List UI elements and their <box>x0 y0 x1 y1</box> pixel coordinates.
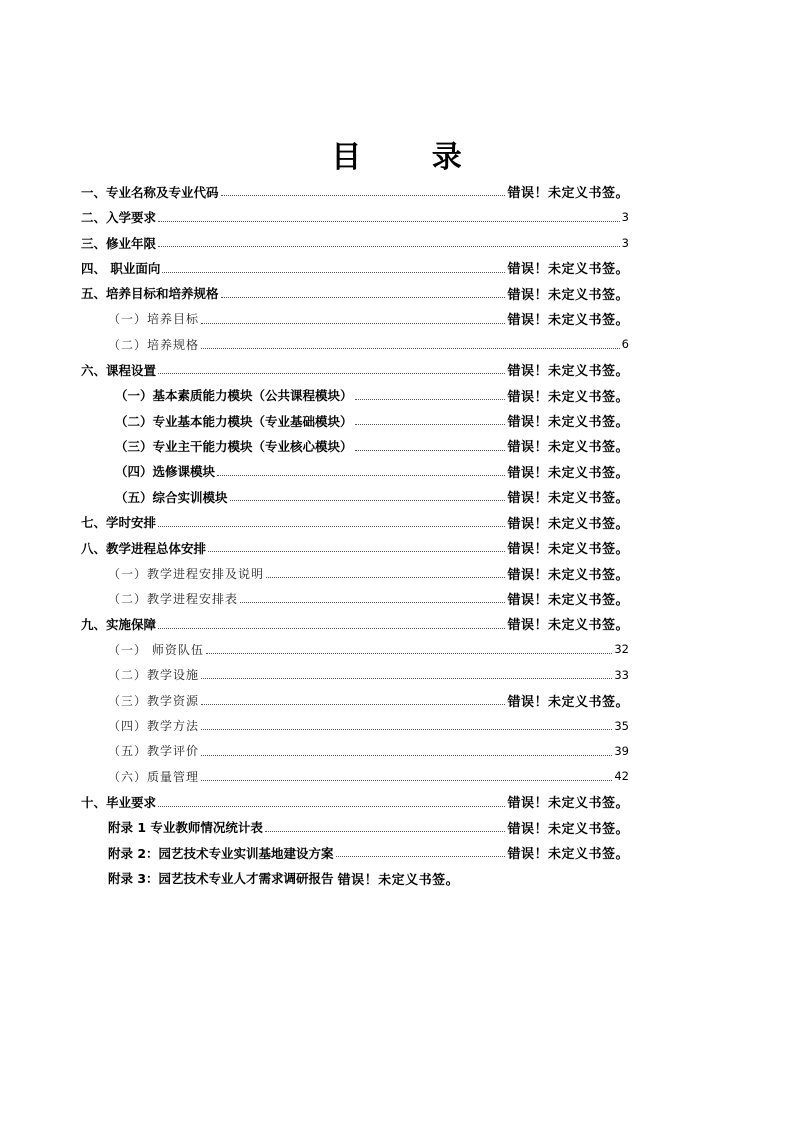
toc-entry-text[interactable]: （一）培养目标 <box>108 312 200 327</box>
toc-entry-text[interactable]: （五）教学评价 <box>108 744 200 759</box>
toc-entry-text[interactable]: 七、学时安排 <box>81 515 157 531</box>
toc-entry-text[interactable]: 九、实施保障 <box>81 616 157 632</box>
toc-entry[interactable] <box>0 687 793 712</box>
toc-entry[interactable] <box>0 611 793 636</box>
dot-leader <box>221 194 506 196</box>
toc-entry[interactable] <box>0 255 793 280</box>
dot-leader <box>355 449 506 451</box>
toc-entry[interactable] <box>0 433 793 458</box>
toc-page-ref[interactable]: 错误！未定义书签。 <box>507 313 629 329</box>
toc-page-ref[interactable]: 6 <box>621 337 629 352</box>
toc-page-ref[interactable]: 35 <box>614 718 629 733</box>
toc-entry[interactable] <box>0 586 793 611</box>
toc-entry[interactable] <box>0 662 793 687</box>
dot-leader <box>206 652 613 654</box>
toc-page-ref[interactable]: 错误！未定义书签。 <box>507 694 629 710</box>
toc-entry-text[interactable]: （五）综合实训模块 <box>115 489 228 505</box>
toc-entry[interactable] <box>0 281 793 306</box>
toc-title: 目 录 <box>331 140 492 175</box>
toc-page-ref[interactable]: 错误！未定义书签。 <box>337 872 460 888</box>
toc-entry[interactable] <box>0 204 793 229</box>
toc-page-ref[interactable]: 错误！未定义书签。 <box>507 847 629 863</box>
toc-entry[interactable] <box>0 230 793 255</box>
toc-entry-text[interactable]: （六）质量管理 <box>108 769 200 784</box>
toc-entry-text[interactable]: 附录 3：园艺技术专业人才需求调研报告 <box>108 871 334 887</box>
toc-entry[interactable] <box>0 789 793 814</box>
dot-leader <box>355 398 506 400</box>
dot-leader <box>158 627 505 629</box>
toc-entry[interactable] <box>0 408 793 433</box>
toc-entry[interactable] <box>0 382 793 407</box>
toc-entry[interactable] <box>0 332 793 357</box>
dot-leader <box>265 830 506 832</box>
toc-entry-text[interactable]: （一）基本素质能力模块（公共课程模块） <box>115 388 353 404</box>
toc-entry-text[interactable]: 二、入学要求 <box>81 210 157 226</box>
dot-leader <box>158 220 620 222</box>
toc-entry-text[interactable]: （一）教学进程安排及说明 <box>108 566 265 581</box>
dot-leader <box>208 550 505 552</box>
toc-entry[interactable] <box>0 560 793 585</box>
dot-leader <box>355 423 506 425</box>
toc-page-ref[interactable]: 错误！未定义书签。 <box>507 567 629 583</box>
toc-entry[interactable] <box>0 637 793 662</box>
toc-entry-text[interactable]: 四、 职业面向 <box>81 260 161 276</box>
toc-entry[interactable] <box>0 535 793 560</box>
toc-page-ref[interactable]: 3 <box>621 235 629 250</box>
toc-page-ref[interactable]: 错误！未定义书签。 <box>507 618 629 634</box>
toc-entry[interactable] <box>0 484 793 509</box>
dot-leader <box>158 805 505 807</box>
toc-entry-text[interactable]: 十、毕业要求 <box>81 794 157 810</box>
dot-leader <box>201 322 505 324</box>
dot-leader <box>266 576 505 578</box>
dot-leader <box>221 296 506 298</box>
dot-leader <box>230 499 506 501</box>
toc-entry-text[interactable]: （二）培养规格 <box>108 337 200 352</box>
toc-page-ref[interactable]: 错误！未定义书签。 <box>507 592 629 608</box>
toc-page-ref[interactable]: 42 <box>614 769 629 784</box>
toc-page-ref[interactable]: 32 <box>614 642 629 657</box>
dot-leader <box>201 754 612 756</box>
toc-entry[interactable] <box>0 179 793 204</box>
toc-entry-text[interactable]: 一、专业名称及专业代码 <box>81 184 219 200</box>
dot-leader <box>336 855 506 857</box>
toc-page-ref[interactable]: 错误！未定义书签。 <box>507 465 629 481</box>
toc-entry[interactable] <box>0 840 793 865</box>
toc-page-ref[interactable]: 错误！未定义书签。 <box>507 364 629 380</box>
toc-entry-text[interactable]: （一） 师资队伍 <box>108 642 204 657</box>
toc-entry-text[interactable]: 三、修业年限 <box>81 235 157 251</box>
toc-entry[interactable] <box>0 509 793 534</box>
toc-entry-text[interactable]: （三）教学资源 <box>108 693 200 708</box>
toc-entry-text[interactable]: 附录 1 专业教师情况统计表 <box>108 820 263 836</box>
toc-entry-text[interactable]: 八、教学进程总体安排 <box>81 540 207 556</box>
toc-entry-text[interactable]: 附录 2：园艺技术专业实训基地建设方案 <box>108 845 334 861</box>
dot-leader <box>158 245 620 247</box>
toc-page-ref[interactable]: 错误！未定义书签。 <box>507 287 629 303</box>
toc-page-ref[interactable]: 错误！未定义书签。 <box>507 821 629 837</box>
toc-entry[interactable] <box>0 815 793 840</box>
toc-entry[interactable] <box>0 306 793 331</box>
dot-leader <box>201 347 620 349</box>
toc-entry[interactable] <box>0 764 793 789</box>
toc-entry-text[interactable]: （二）教学进程安排表 <box>108 591 239 606</box>
toc-entry-text[interactable]: （二）教学设施 <box>108 668 200 683</box>
dot-leader <box>201 779 612 781</box>
toc-entry-text[interactable]: （二）专业基本能力模块（专业基础模块） <box>115 413 353 429</box>
dot-leader <box>158 372 505 374</box>
toc-entry[interactable] <box>0 713 793 738</box>
toc-page-ref[interactable]: 错误！未定义书签。 <box>507 262 629 278</box>
toc-page-ref[interactable]: 错误！未定义书签。 <box>507 516 629 532</box>
toc-entry[interactable] <box>0 738 793 763</box>
toc-entry[interactable] <box>0 357 793 382</box>
toc-page-ref[interactable]: 错误！未定义书签。 <box>507 186 629 202</box>
toc-list <box>0 179 793 891</box>
toc-page-ref[interactable]: 33 <box>614 667 629 682</box>
toc-page-ref[interactable]: 错误！未定义书签。 <box>507 440 629 456</box>
dot-leader <box>201 703 505 705</box>
toc-entry-text[interactable]: （四）选修课模块 <box>115 464 216 480</box>
toc-entry[interactable] <box>0 459 793 484</box>
dot-leader <box>201 677 612 679</box>
dot-leader <box>162 271 505 273</box>
dot-leader <box>240 601 505 603</box>
toc-page-ref[interactable]: 3 <box>621 210 629 225</box>
toc-entry-text[interactable]: （三）专业主干能力模块（专业核心模块） <box>115 438 353 454</box>
toc-entry-text[interactable]: 六、课程设置 <box>81 362 157 378</box>
toc-page-ref[interactable]: 错误！未定义书签。 <box>507 542 629 558</box>
toc-page-ref[interactable]: 错误！未定义书签。 <box>507 796 629 812</box>
dot-leader <box>158 525 505 527</box>
toc-page-ref[interactable]: 错误！未定义书签。 <box>507 389 629 405</box>
toc-page-ref[interactable]: 错误！未定义书签。 <box>507 415 629 430</box>
toc-page-ref[interactable]: 错误！未定义书签。 <box>507 491 629 507</box>
toc-page-ref[interactable]: 39 <box>614 743 629 758</box>
toc-entry[interactable] <box>0 865 793 890</box>
toc-entry-text[interactable]: （四）教学方法 <box>108 719 200 734</box>
dot-leader <box>217 474 505 476</box>
dot-leader <box>201 728 612 730</box>
toc-entry-text[interactable]: 五、培养目标和培养规格 <box>81 286 219 302</box>
